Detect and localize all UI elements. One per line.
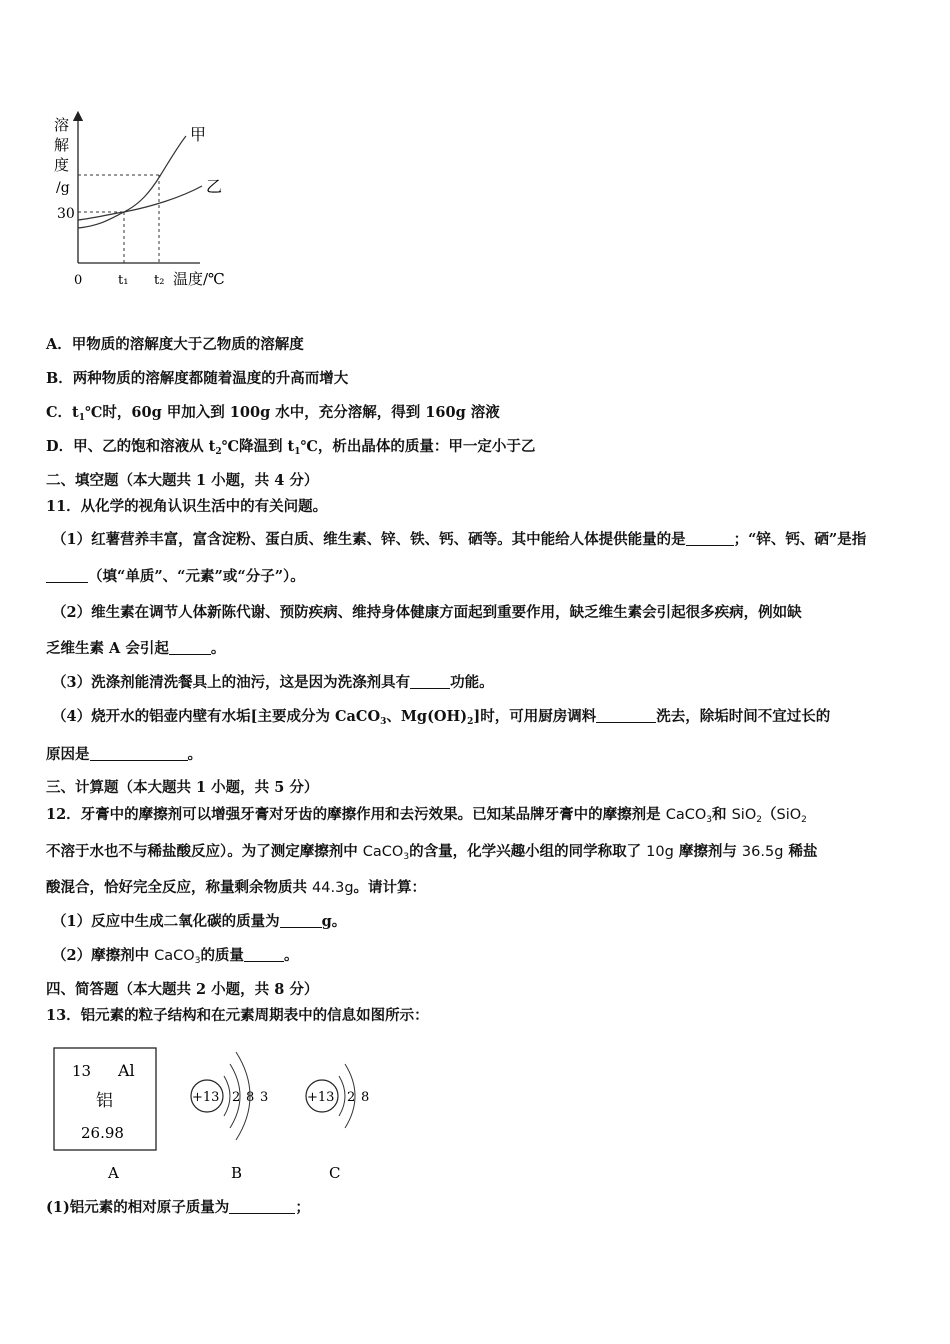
option-c [46, 403, 500, 428]
q12-s1b: g。 [321, 913, 347, 930]
origin-label: 0 [74, 273, 83, 288]
q11-p4-sub2: 2 [467, 717, 474, 727]
q12-f-sub: 2 [801, 815, 807, 825]
q11-p4f: 。 [187, 746, 202, 763]
q12-sub2 [52, 946, 298, 971]
ylabel-char-3: 度 [54, 156, 70, 174]
shell-b-e3: 3 [260, 1090, 269, 1105]
q11-blank-3[interactable] [169, 640, 211, 655]
atomic-mass: 26.98 [81, 1124, 124, 1142]
q12-d-sub: 2 [756, 815, 762, 825]
q13-s1b: ； [295, 1199, 310, 1216]
q11-part3 [52, 673, 494, 693]
option-d-a: D．甲、乙的饱和溶液从 t [46, 438, 216, 455]
shell-b-1 [224, 1076, 230, 1116]
q13-blank-1[interactable] [229, 1199, 295, 1214]
q11-p4d: 洗去，除垢时间不宜过长的 [656, 708, 831, 725]
q13-s1a: (1)铝元素的相对原子质量为 [46, 1199, 230, 1216]
q11-p4e: 原因是 [46, 746, 90, 763]
shell-b-e1: 2 [232, 1090, 241, 1105]
section-2-heading: 二、填空题（本大题共 1 小题，共 4 分） [46, 472, 319, 489]
q11-blank-1[interactable] [686, 531, 734, 546]
q12-s2b: CaCO [154, 948, 195, 964]
label-b: B [231, 1164, 243, 1182]
q11-p4a: （4）烧开水的铝壶内壁有水垢[主要成分为 CaCO [52, 708, 381, 725]
q11-p4-sub1: 3 [380, 717, 387, 727]
q12-sub1 [52, 912, 346, 932]
q12-k: 摩擦剂与 [673, 843, 742, 860]
option-c-sub: 1 [78, 413, 86, 423]
q11-part4-line1 [52, 707, 830, 732]
t1-label: t₁ [118, 273, 129, 288]
nucleus-b-label: +13 [192, 1090, 220, 1105]
option-c-pre: C．t [46, 404, 79, 421]
y-tick-30: 30 [57, 206, 75, 222]
shell-c-e1: 2 [347, 1090, 356, 1105]
element-symbol: Al [118, 1061, 135, 1080]
q11-blank-4[interactable] [410, 674, 450, 689]
question-12-line1 [46, 805, 807, 830]
x-axis-label: 温度/℃ [173, 270, 225, 288]
shell-c-1 [339, 1076, 345, 1116]
q11-p1b: ；“锌、钙、硒”是指 [733, 531, 867, 548]
label-a: A [108, 1164, 119, 1182]
q12-o: 44.3g [312, 880, 354, 896]
q12-s2a: （2）摩擦剂中 [52, 947, 155, 964]
question-13: 13．铝元素的粒子结构和在元素周期表中的信息如图所示： [46, 1007, 429, 1024]
aluminum-diagram [48, 1034, 388, 1184]
ylabel-char-1: 溶 [54, 116, 70, 134]
q12-f: SiO [776, 807, 802, 823]
shell-b-e2: 8 [246, 1090, 255, 1105]
q12-s2b-sub: 3 [194, 956, 201, 966]
question-12-line3 [46, 878, 426, 898]
q12-h-sub: 3 [403, 852, 410, 862]
q11-p4c: ]时，可用厨房调料 [473, 708, 597, 725]
q12-a: 12．牙膏中的摩擦剂可以增强牙膏对牙齿的摩擦作用和去污效果。已知某品牌牙膏中的摩擦剂是 [46, 806, 666, 823]
option-d-c: ℃，析出晶体的质量：甲一定小于乙 [300, 438, 536, 455]
q12-l: 36.5g [741, 844, 784, 860]
q11-p2b: 乏维生素 A 会引起 [46, 640, 169, 657]
q11-part1-line2 [46, 567, 305, 587]
curve-label-jia: 甲 [190, 125, 207, 144]
q12-e: （ [761, 806, 777, 823]
q11-blank-6[interactable] [90, 746, 188, 761]
option-d-sub2: 1 [294, 447, 301, 457]
q11-p4b: 、Mg(OH) [386, 708, 468, 725]
option-a: A．甲物质的溶解度大于乙物质的溶解度 [46, 336, 304, 353]
q12-s2c: 的质量 [200, 947, 244, 964]
q12-blank-1[interactable] [280, 913, 322, 928]
option-d [46, 437, 535, 462]
q12-n: 酸混合，恰好完全反应，称量剩余物质共 [46, 879, 313, 896]
option-c-post: ℃时，60g 甲加入到 100g 水中，充分溶解，得到 160g 溶液 [85, 404, 500, 421]
q12-j: 10g [646, 844, 674, 860]
q11-blank-5[interactable] [596, 708, 656, 723]
q12-s2d: 。 [283, 947, 299, 964]
q11-p1a: （1）红薯营养丰富，富含淀粉、蛋白质、维生素、锌、铁、钙、硒等。其中能给人体提供能量的是 [52, 531, 686, 548]
q12-d: SiO [731, 807, 757, 823]
option-d-sub1: 2 [215, 447, 222, 457]
t2-label: t₂ [154, 273, 165, 288]
question-12-line2 [46, 842, 817, 867]
q12-h: CaCO [362, 844, 404, 860]
q11-part2-line2 [46, 639, 225, 659]
curve-jia [78, 136, 186, 228]
option-b: B．两种物质的溶解度都随着温度的升高而增大 [46, 370, 349, 387]
nucleus-c-label: +13 [307, 1090, 335, 1105]
q11-part2-line1: （2）维生素在调节人体新陈代谢、预防疾病、维持身体健康方面起到重要作用，缺乏维生素会引起很多疾病，例如缺 [52, 604, 802, 621]
q12-c: 和 [712, 806, 732, 823]
option-d-b: ℃降温到 t [221, 438, 295, 455]
q11-p3b: 功能。 [450, 674, 494, 691]
label-c: C [329, 1164, 341, 1182]
q11-p3a: （3）洗涤剂能清洗餐具上的油污，这是因为洗涤剂具有 [52, 674, 411, 691]
curve-label-yi: 乙 [206, 177, 223, 196]
solubility-graph [40, 108, 300, 298]
q12-s1a: （1）反应中生成二氧化碳的质量为 [52, 913, 280, 930]
q12-g: 不溶于水也不与稀盐酸反应）。为了测定摩擦剂中 [46, 843, 363, 860]
element-name: 铝 [96, 1091, 113, 1111]
atomic-number: 13 [72, 1062, 92, 1080]
q11-p1c: （填“单质”、“元素”或“分子”）。 [88, 568, 305, 585]
q11-p2c: 。 [210, 640, 226, 657]
section-3-heading: 三、计算题（本大题共 1 小题，共 5 分） [46, 779, 319, 796]
ylabel-char-2: 解 [54, 136, 70, 154]
q12-b: CaCO [665, 807, 707, 823]
q11-part4-line2 [46, 745, 202, 765]
ylabel-unit: /g [56, 180, 70, 196]
section-4-heading: 四、简答题（本大题共 2 小题，共 8 分） [46, 981, 319, 998]
q11-blank-2[interactable] [46, 568, 88, 583]
q12-m: 稀盐 [783, 843, 818, 860]
q12-p: 。请计算： [353, 879, 427, 896]
question-11: 11．从化学的视角认识生活中的有关问题。 [46, 498, 328, 515]
q13-sub1 [46, 1198, 310, 1218]
q12-b-sub: 3 [706, 815, 713, 825]
curve-yi [78, 186, 202, 220]
q12-blank-2[interactable] [244, 947, 284, 962]
q11-part1-line1 [52, 530, 866, 550]
shell-c-e2: 8 [361, 1090, 370, 1105]
q12-i: 的含量，化学兴趣小组的同学称取了 [409, 843, 647, 860]
